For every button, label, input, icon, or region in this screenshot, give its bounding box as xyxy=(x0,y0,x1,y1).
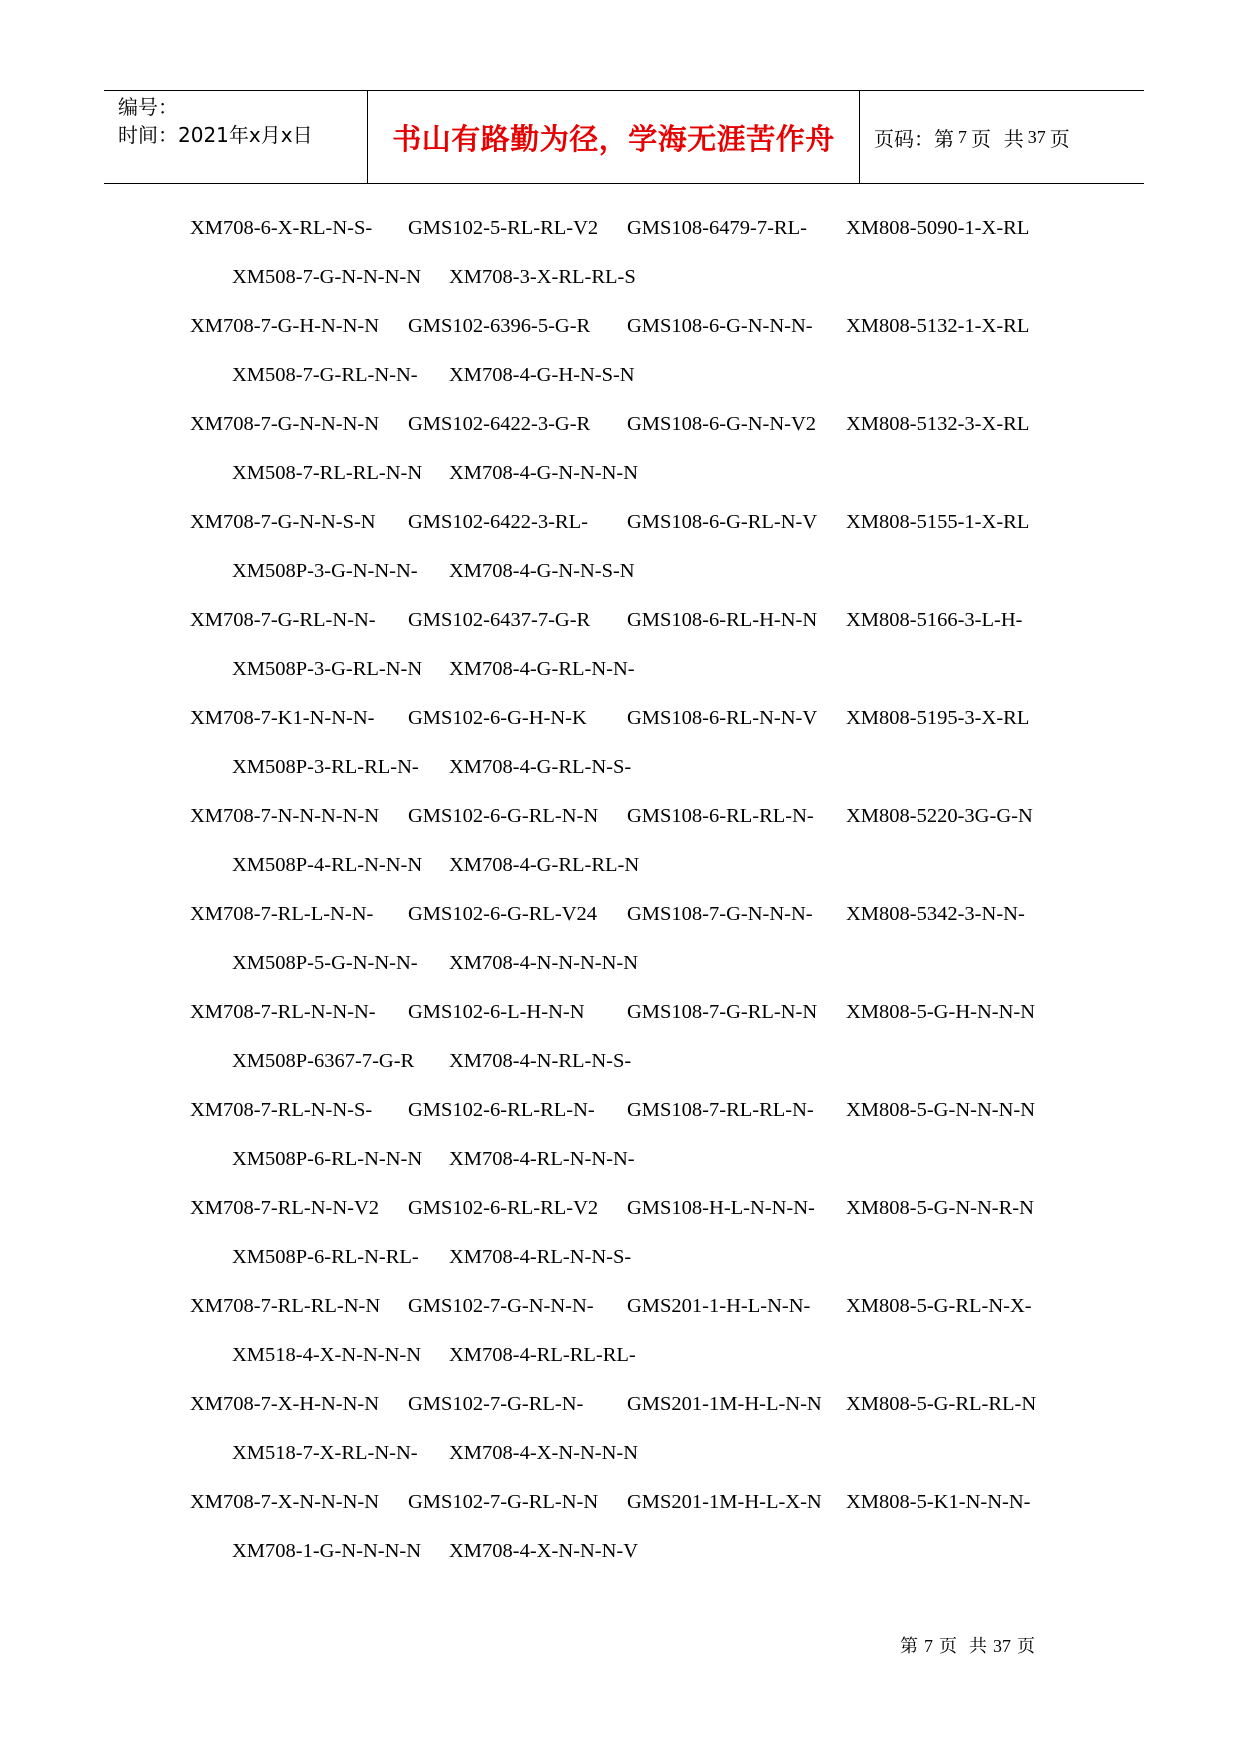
part-number: XM808-5155-1-X-RL xyxy=(846,511,1030,533)
part-number: GMS102-6-RL-RL-V2 xyxy=(408,1197,599,1219)
list-row xyxy=(190,1491,1090,1540)
part-number: GMS102-6437-7-G-R xyxy=(408,609,591,631)
part-number: GMS102-6-G-RL-V24 xyxy=(408,903,598,925)
list-row xyxy=(190,756,1090,805)
footer-mid2: 共 xyxy=(969,1636,987,1657)
part-number: XM708-7-G-H-N-N-N xyxy=(190,315,380,337)
part-number: XM508P-4-RL-N-N-N xyxy=(232,854,423,876)
list-row xyxy=(190,903,1090,952)
part-number: XM708-4-N-N-N-N-N xyxy=(449,952,639,974)
list-row xyxy=(190,1344,1090,1393)
part-number: XM708-7-X-N-N-N-N xyxy=(190,1491,380,1513)
list-row xyxy=(190,1148,1090,1197)
part-number: GMS102-7-G-RL-N- xyxy=(408,1393,584,1415)
header-motto-cell xyxy=(368,91,860,183)
list-row xyxy=(190,560,1090,609)
part-number: GMS102-6-L-H-N-N xyxy=(408,1001,585,1023)
part-number: XM508P-6-RL-N-RL- xyxy=(232,1246,419,1268)
part-number: GMS102-6-G-RL-N-N xyxy=(408,805,599,827)
list-row xyxy=(190,364,1090,413)
part-number: XM708-3-X-RL-RL-S xyxy=(449,266,636,288)
list-row xyxy=(190,805,1090,854)
part-number: XM808-5090-1-X-RL xyxy=(846,217,1030,239)
part-number: GMS102-6396-5-G-R xyxy=(408,315,591,337)
part-number: XM708-4-X-N-N-N-N xyxy=(449,1442,639,1464)
part-number-list xyxy=(190,217,1090,1589)
part-number: GMS108-7-G-N-N-N- xyxy=(627,903,813,925)
header-meta xyxy=(104,91,368,183)
footer-total: 37 xyxy=(993,1636,1011,1656)
part-number: XM708-7-G-RL-N-N- xyxy=(190,609,376,631)
part-number: GMS108-6-G-N-N-N- xyxy=(627,315,813,337)
part-number: GMS102-6-RL-RL-N- xyxy=(408,1099,595,1121)
list-row xyxy=(190,1246,1090,1295)
list-row xyxy=(190,1050,1090,1099)
part-number: XM708-6-X-RL-N-S- xyxy=(190,217,373,239)
part-number: XM808-5-G-RL-N-X- xyxy=(846,1295,1032,1317)
part-number: GMS108-7-G-RL-N-N xyxy=(627,1001,818,1023)
part-number: XM708-7-N-N-N-N-N xyxy=(190,805,380,827)
part-number: XM708-4-G-RL-RL-N xyxy=(449,854,640,876)
list-row xyxy=(190,266,1090,315)
part-number: XM808-5-K1-N-N-N- xyxy=(846,1491,1031,1513)
part-number: XM708-1-G-N-N-N-N xyxy=(232,1540,422,1562)
part-number: XM518-7-X-RL-N-N- xyxy=(232,1442,418,1464)
part-number: XM808-5-G-N-N-R-N xyxy=(846,1197,1034,1219)
part-number: XM508P-3-G-RL-N-N xyxy=(232,658,423,680)
list-row xyxy=(190,952,1090,1001)
part-number: GMS102-6422-3-G-R xyxy=(408,413,591,435)
part-number: XM808-5195-3-X-RL xyxy=(846,707,1030,729)
list-row xyxy=(190,854,1090,903)
list-row xyxy=(190,315,1090,364)
part-number: XM508-7-G-RL-N-N- xyxy=(232,364,418,386)
part-number: XM808-5220-3G-G-N xyxy=(846,805,1033,827)
list-row xyxy=(190,1197,1090,1246)
part-number: GMS201-1-H-L-N-N- xyxy=(627,1295,811,1317)
part-number: XM808-5-G-H-N-N-N xyxy=(846,1001,1036,1023)
part-number: XM508P-5-G-N-N-N- xyxy=(232,952,418,974)
part-number: XM708-7-RL-N-N-N- xyxy=(190,1001,376,1023)
part-number: XM808-5132-1-X-RL xyxy=(846,315,1030,337)
page-header xyxy=(104,90,1144,184)
list-row xyxy=(190,658,1090,707)
page-current: 7 xyxy=(958,126,967,147)
part-number: XM508P-3-G-N-N-N- xyxy=(232,560,418,582)
part-number: XM808-5-G-RL-RL-N xyxy=(846,1393,1037,1415)
list-row xyxy=(190,707,1090,756)
part-number: XM708-4-G-N-N-N-N xyxy=(449,462,639,484)
list-row xyxy=(190,1393,1090,1442)
part-number: XM708-7-RL-L-N-N- xyxy=(190,903,374,925)
part-number: GMS108-6479-7-RL- xyxy=(627,217,807,239)
part-number: XM708-4-G-H-N-S-N xyxy=(449,364,635,386)
footer-suffix: 页 xyxy=(1017,1636,1035,1657)
page-prefix: 页码：第 xyxy=(874,126,954,151)
part-number: GMS102-7-G-RL-N-N xyxy=(408,1491,599,1513)
part-number: XM808-5342-3-N-N- xyxy=(846,903,1025,925)
part-number: XM708-4-RL-RL-RL- xyxy=(449,1344,636,1366)
part-number: XM508P-6-RL-N-N-N xyxy=(232,1148,423,1170)
part-number: XM708-4-RL-N-N-S- xyxy=(449,1246,632,1268)
page-suffix: 页 xyxy=(1049,126,1070,151)
list-row xyxy=(190,1099,1090,1148)
part-number: XM518-4-X-N-N-N-N xyxy=(232,1344,422,1366)
part-number: XM708-4-N-RL-N-S- xyxy=(449,1050,632,1072)
part-number: XM708-7-X-H-N-N-N xyxy=(190,1393,380,1415)
part-number: XM808-5132-3-X-RL xyxy=(846,413,1030,435)
part-number: XM708-4-G-RL-N-N- xyxy=(449,658,635,680)
part-number: GMS102-5-RL-RL-V2 xyxy=(408,217,599,239)
part-number: GMS102-6-G-H-N-K xyxy=(408,707,587,729)
motto: 书山有路勤为径，学海无涯苦作舟 xyxy=(392,121,835,156)
part-number: XM808-5166-3-L-H- xyxy=(846,609,1023,631)
part-number: XM708-7-RL-RL-N-N xyxy=(190,1295,381,1317)
part-number: XM508-7-RL-RL-N-N xyxy=(232,462,423,484)
part-number: XM508P-3-RL-RL-N- xyxy=(232,756,419,778)
page-footer xyxy=(900,1632,1035,1658)
time-label: 时间：2021年x月x日 xyxy=(118,123,313,147)
list-row xyxy=(190,217,1090,266)
list-row xyxy=(190,511,1090,560)
part-number: XM808-5-G-N-N-N-N xyxy=(846,1099,1036,1121)
part-number: XM508-7-G-N-N-N-N xyxy=(232,266,422,288)
header-page-info xyxy=(860,91,1144,183)
part-number: GMS108-6-G-RL-N-V xyxy=(627,511,818,533)
list-row xyxy=(190,1001,1090,1050)
page-mid: 页 共 xyxy=(971,126,1024,151)
part-number: GMS108-6-RL-H-N-N xyxy=(627,609,818,631)
part-number: XM708-4-G-N-N-S-N xyxy=(449,560,635,582)
part-number: XM708-4-X-N-N-N-V xyxy=(449,1540,639,1562)
part-number: GMS108-6-RL-N-N-V xyxy=(627,707,818,729)
page-total: 37 xyxy=(1027,126,1046,147)
part-number: GMS108-6-RL-RL-N- xyxy=(627,805,814,827)
list-row xyxy=(190,413,1090,462)
part-number: XM708-7-G-N-N-N-N xyxy=(190,413,380,435)
part-number: GMS201-1M-H-L-N-N xyxy=(627,1393,822,1415)
part-number: GMS108-7-RL-RL-N- xyxy=(627,1099,814,1121)
footer-mid1: 页 xyxy=(939,1636,957,1657)
list-row xyxy=(190,462,1090,511)
part-number: GMS201-1M-H-L-X-N xyxy=(627,1491,822,1513)
part-number: XM708-7-K1-N-N-N- xyxy=(190,707,375,729)
part-number: GMS102-6422-3-RL- xyxy=(408,511,588,533)
part-number: GMS108-6-G-N-N-V2 xyxy=(627,413,817,435)
part-number: XM708-7-G-N-N-S-N xyxy=(190,511,376,533)
part-number: XM508P-6367-7-G-R xyxy=(232,1050,415,1072)
part-number: XM708-4-RL-N-N-N- xyxy=(449,1148,635,1170)
serial-label: 编号： xyxy=(118,95,178,119)
part-number: XM708-7-RL-N-N-V2 xyxy=(190,1197,380,1219)
part-number: XM708-4-G-RL-N-S- xyxy=(449,756,632,778)
list-row xyxy=(190,609,1090,658)
part-number: GMS108-H-L-N-N-N- xyxy=(627,1197,815,1219)
list-row xyxy=(190,1295,1090,1344)
list-row xyxy=(190,1540,1090,1589)
footer-prefix: 第 xyxy=(900,1636,918,1657)
part-number: XM708-7-RL-N-N-S- xyxy=(190,1099,373,1121)
part-number: GMS102-7-G-N-N-N- xyxy=(408,1295,594,1317)
list-row xyxy=(190,1442,1090,1491)
footer-current: 7 xyxy=(924,1636,933,1656)
